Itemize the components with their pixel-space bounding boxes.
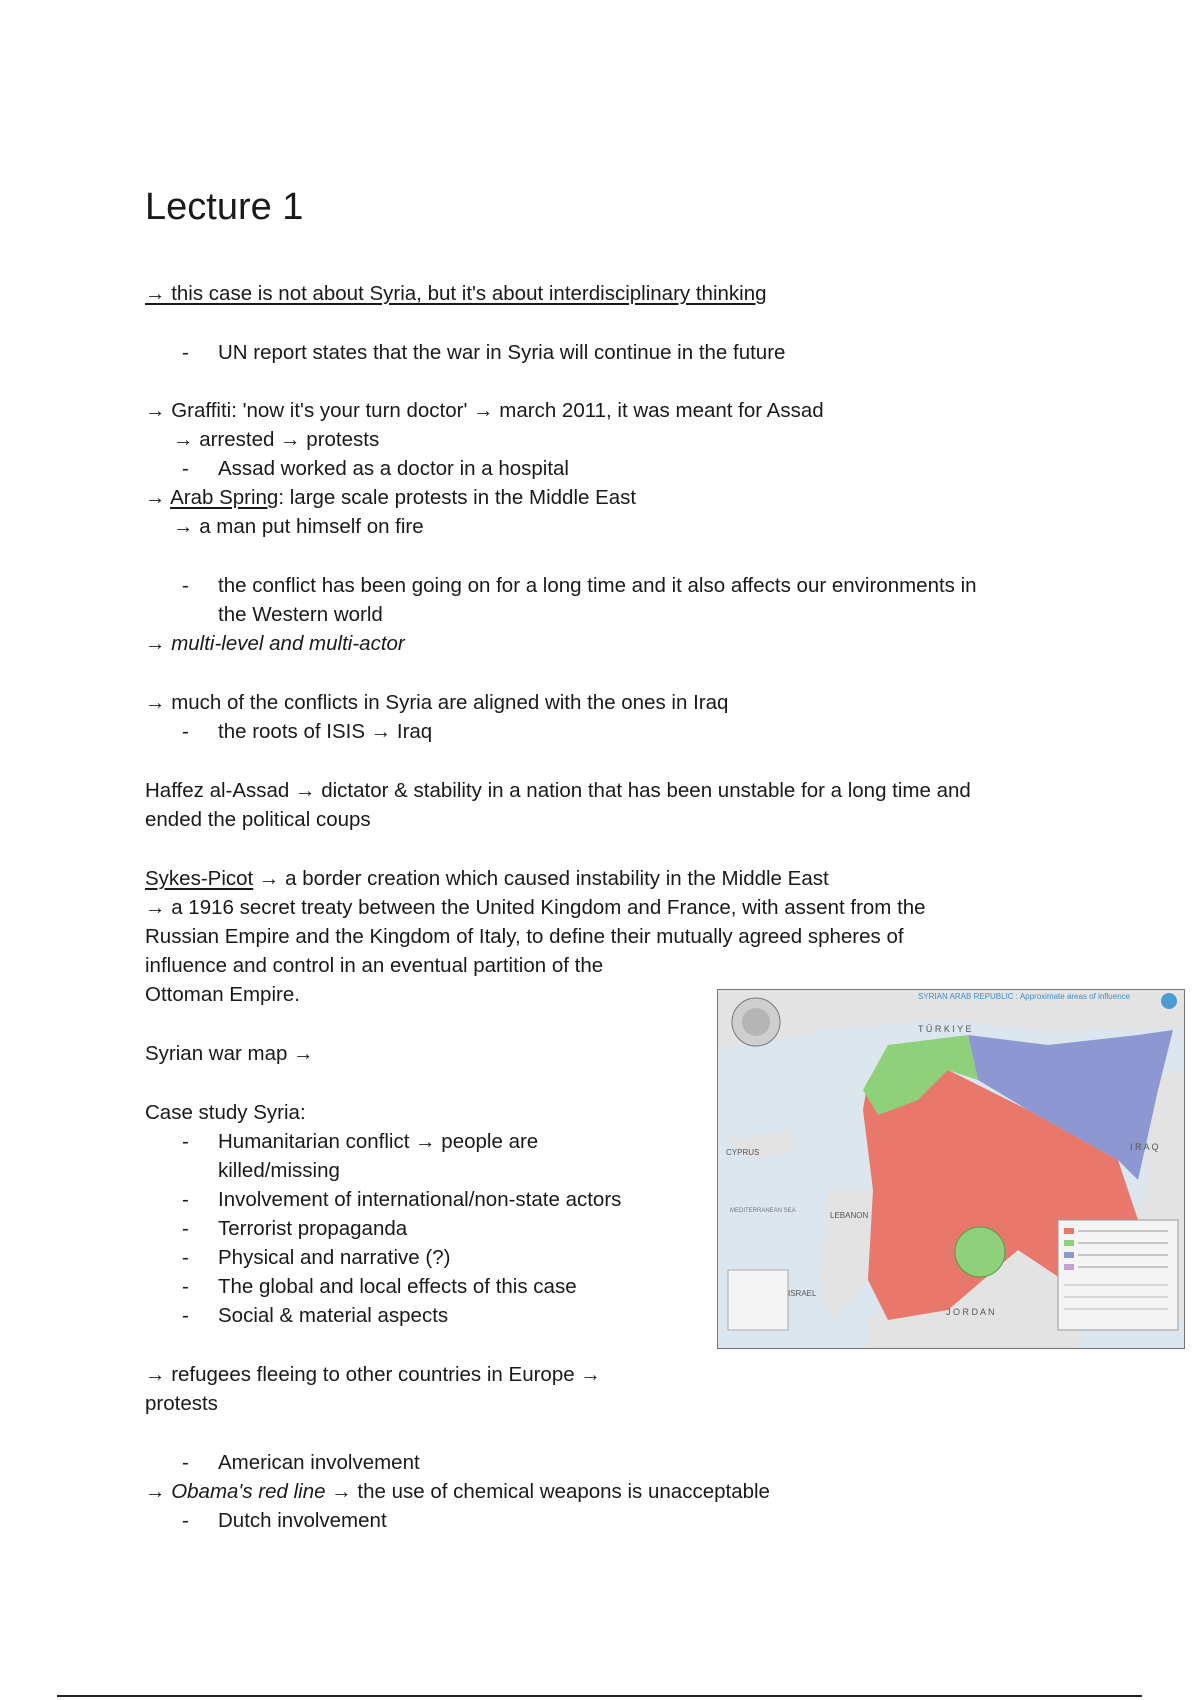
text-line: ended the political coups: [145, 808, 371, 831]
text-line: → this case is not about Syria, but it's about interdisciplinary thinking: [145, 282, 767, 305]
bullet-item: - the roots of ISIS → Iraq: [218, 717, 432, 746]
text-line: Syrian war map →: [145, 1042, 314, 1065]
text-line: killed/missing: [218, 1159, 340, 1182]
page-title: Lecture 1: [145, 186, 304, 228]
legend-swatch: [1064, 1264, 1074, 1270]
map-graphic: [718, 990, 1184, 1348]
text-rest: → the use of chemical weapons is unacceptable: [325, 1480, 770, 1503]
map-area-tanf: [955, 1227, 1005, 1277]
syria-war-map: [717, 989, 1185, 1349]
map-label-turkiye: T Ü R K I Y E: [918, 1024, 972, 1034]
text-line: Case study Syria:: [145, 1101, 306, 1124]
legend-swatch: [1064, 1240, 1074, 1246]
text-line: the Western world: [218, 603, 383, 626]
text-line: → arrested → protests: [173, 428, 380, 451]
text-line: Ottoman Empire.: [145, 983, 300, 1006]
bullet-item: - the conflict has been going on for a long time and it also affects our environments in: [218, 571, 977, 600]
bullet-item: - Dutch involvement: [218, 1506, 387, 1535]
term-arab-spring: Arab Spring: [170, 486, 279, 509]
text-line: protests: [145, 1392, 218, 1415]
text-line: → much of the conflicts in Syria are aligned with the ones in Iraq: [145, 691, 729, 714]
legend-swatch: [1064, 1252, 1074, 1258]
text-line: influence and control in an eventual partition of the: [145, 954, 604, 977]
map-title: SYRIAN ARAB REPUBLIC : Approximate areas of influence: [918, 992, 1131, 1001]
text-line: → Graffiti: 'now it's your turn doctor' → march 2011, it was meant for Assad: [145, 399, 824, 422]
text-line: [145, 1477, 770, 1506]
globe-inner: [742, 1008, 770, 1036]
map-label-jordan: J O R D A N: [946, 1307, 995, 1317]
text-line: → multi-level and multi-actor: [145, 632, 405, 655]
text-rest: → a border creation which caused instability in the Middle East: [253, 867, 829, 890]
text-line: [145, 483, 636, 512]
map-label-israel: ISRAEL: [788, 1289, 817, 1298]
bullet-item: - Terrorist propaganda: [218, 1214, 407, 1243]
map-legend: [1058, 1220, 1178, 1330]
bullet-item: - Humanitarian conflict → people are: [218, 1127, 538, 1156]
text-line: → a 1916 secret treaty between the United Kingdom and France, with assent from the: [145, 896, 926, 919]
bullet-item: - UN report states that the war in Syria will continue in the future: [218, 338, 785, 367]
map-label-cyprus: CYPRUS: [726, 1148, 760, 1157]
bullet-item: - Social & material aspects: [218, 1301, 448, 1330]
arrow-symbol: →: [145, 486, 171, 509]
text-line: Haffez al-Assad → dictator & stability in a nation that has been unstable for a long time and: [145, 779, 971, 802]
bullet-item: - Physical and narrative (?): [218, 1243, 450, 1272]
bullet-item: - Involvement of international/non-state actors: [218, 1185, 621, 1214]
text-line: → refugees fleeing to other countries in Europe →: [145, 1363, 601, 1386]
bullet-item: - The global and local effects of this case: [218, 1272, 577, 1301]
text-line: Russian Empire and the Kingdom of Italy, to define their mutually agreed spheres of: [145, 925, 904, 948]
un-emblem-icon: [1161, 993, 1177, 1009]
map-label-sea: MEDITERRANEAN SEA: [730, 1208, 796, 1214]
term-obamas-red-line: Obama's red line: [171, 1480, 326, 1503]
term-sykes-picot: Sykes-Picot: [145, 867, 254, 890]
map-label-iraq: I R A Q: [1130, 1142, 1159, 1152]
legend-swatch: [1064, 1228, 1074, 1234]
text-line: → a man put himself on fire: [173, 515, 424, 538]
text-line: [145, 864, 829, 893]
map-scale-box: [728, 1270, 788, 1330]
footer-rule: [57, 1695, 1142, 1697]
map-label-lebanon: LEBANON: [830, 1211, 869, 1220]
bullet-item: - American involvement: [218, 1448, 420, 1477]
bullet-item: - Assad worked as a doctor in a hospital: [218, 454, 569, 483]
text-rest: : large scale protests in the Middle East: [278, 486, 637, 509]
arrow-symbol: →: [145, 1480, 172, 1503]
